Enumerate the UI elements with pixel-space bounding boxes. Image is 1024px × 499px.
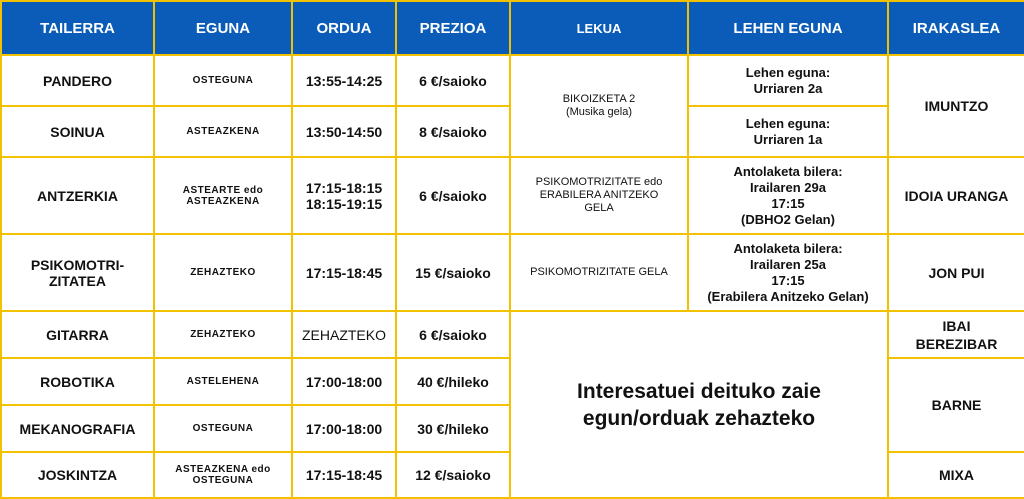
- header-lekua: LEKUA: [510, 1, 688, 55]
- cell-eguna: OSTEGUNA: [154, 405, 292, 452]
- cell-prezioa: 15 €/saioko: [396, 234, 510, 311]
- cell-prezioa: 40 €/hileko: [396, 358, 510, 405]
- cell-irakaslea: IBAI BEREZIBAR: [888, 311, 1024, 358]
- table-row: [1, 311, 1024, 358]
- cell-ordua: 17:15-18:45: [292, 234, 396, 311]
- cell-ordua: 13:55-14:25: [292, 55, 396, 106]
- cell-irakaslea: IDOIA URANGA: [888, 157, 1024, 234]
- cell-irakaslea-barne: BARNE: [888, 358, 1024, 452]
- cell-prezioa: 6 €/saioko: [396, 157, 510, 234]
- cell-eguna: ASTEAZKENA: [154, 106, 292, 157]
- cell-tailerra: SOINUA: [1, 106, 154, 157]
- cell-lehen-eguna: Lehen eguna: Urriaren 1a: [688, 106, 888, 157]
- cell-lekua: PSIKOMOTRIZITATE GELA: [510, 234, 688, 311]
- cell-info-message: Interesatuei deituko zaie egun/orduak zehazteko: [510, 311, 888, 498]
- header-lehen-eguna: LEHEN EGUNA: [688, 1, 888, 55]
- cell-lekua-bikoizketa: BIKOIZKETA 2 (Musika gela): [510, 55, 688, 157]
- header-irakaslea: IRAKASLEA: [888, 1, 1024, 55]
- cell-lekua: PSIKOMOTRIZITATE edo ERABILERA ANITZEKO GELA: [510, 157, 688, 234]
- cell-ordua: 17:15-18:15 18:15-19:15: [292, 157, 396, 234]
- cell-eguna: ZEHAZTEKO: [154, 311, 292, 358]
- cell-irakaslea-imuntzo: IMUNTZO: [888, 55, 1024, 157]
- cell-eguna: ASTEAZKENA edo OSTEGUNA: [154, 452, 292, 498]
- cell-irakaslea: JON PUI: [888, 234, 1024, 311]
- header-prezioa: PREZIOA: [396, 1, 510, 55]
- cell-prezioa: 6 €/saioko: [396, 311, 510, 358]
- header-ordua: ORDUA: [292, 1, 396, 55]
- cell-lehen-eguna: Lehen eguna: Urriaren 2a: [688, 55, 888, 106]
- cell-lehen-eguna: Antolaketa bilera: Irailaren 29a 17:15 (DBHO2 Gelan): [688, 157, 888, 234]
- cell-tailerra: JOSKINTZA: [1, 452, 154, 498]
- cell-ordua: ZEHAZTEKO: [292, 311, 396, 358]
- cell-tailerra: ANTZERKIA: [1, 157, 154, 234]
- header-row: [1, 1, 1024, 55]
- cell-ordua: 17:00-18:00: [292, 405, 396, 452]
- cell-lehen-eguna: Antolaketa bilera: Irailaren 25a 17:15 (Erabilera Anitzeko Gelan): [688, 234, 888, 311]
- cell-prezioa: 6 €/saioko: [396, 55, 510, 106]
- cell-ordua: 13:50-14:50: [292, 106, 396, 157]
- cell-eguna: ASTEARTE edo ASTEAZKENA: [154, 157, 292, 234]
- cell-tailerra: PANDERO: [1, 55, 154, 106]
- cell-prezioa: 12 €/saioko: [396, 452, 510, 498]
- cell-prezioa: 8 €/saioko: [396, 106, 510, 157]
- table-row: [1, 55, 1024, 106]
- header-tailerra: TAILERRA: [1, 1, 154, 55]
- cell-tailerra: MEKANOGRAFIA: [1, 405, 154, 452]
- header-eguna: EGUNA: [154, 1, 292, 55]
- cell-prezioa: 30 €/hileko: [396, 405, 510, 452]
- cell-tailerra: PSIKOMOTRI- ZITATEA: [1, 234, 154, 311]
- cell-eguna: OSTEGUNA: [154, 55, 292, 106]
- table-row: [1, 157, 1024, 234]
- cell-eguna: ZEHAZTEKO: [154, 234, 292, 311]
- cell-tailerra: GITARRA: [1, 311, 154, 358]
- table-row: [1, 234, 1024, 311]
- cell-ordua: 17:00-18:00: [292, 358, 396, 405]
- cell-tailerra: ROBOTIKA: [1, 358, 154, 405]
- cell-eguna: ASTELEHENA: [154, 358, 292, 405]
- cell-irakaslea: MIXA: [888, 452, 1024, 498]
- cell-ordua: 17:15-18:45: [292, 452, 396, 498]
